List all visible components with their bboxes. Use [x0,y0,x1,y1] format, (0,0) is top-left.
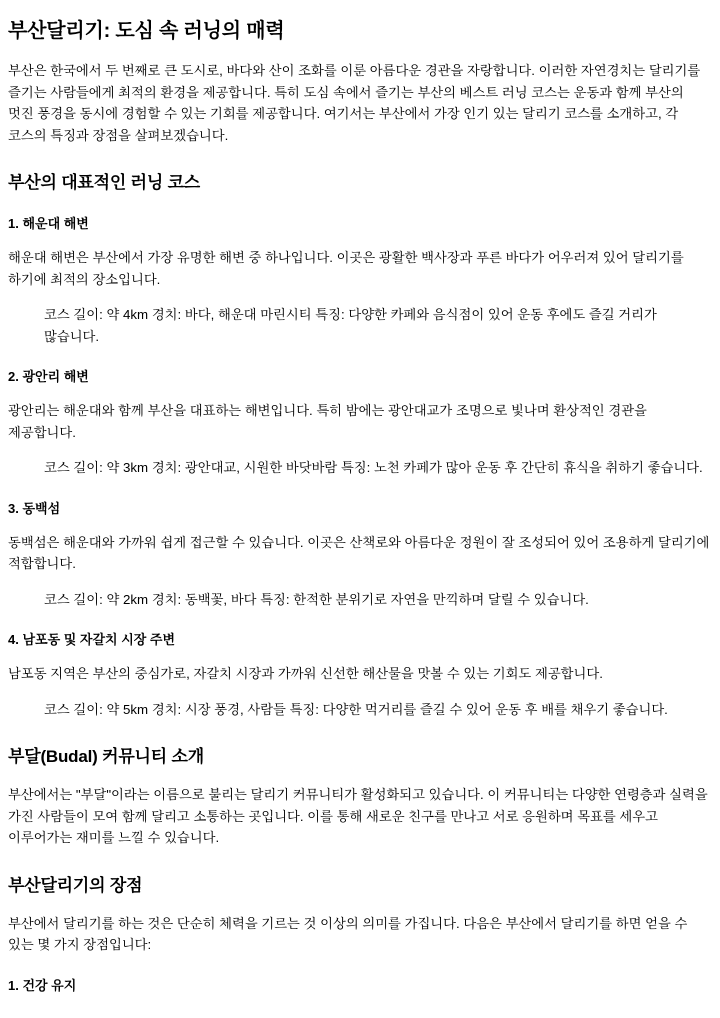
course-name-1: 1. 해운대 해변 [8,216,89,232]
section-heading-community: 부달(Budal) 커뮤니티 소개 [8,747,204,767]
benefits-intro-paragraph: 부산에서 달리기를 하는 것은 단순히 체력을 기르는 것 이상의 의미를 가집니다. 다음은 부산에서 달리기를 하면 얻을 수 있는 몇 가지 장점입니다: [8,915,688,953]
section-heading-courses: 부산의 대표적인 러닝 코스 [8,173,201,193]
course-name-4: 4. 남포동 및 자갈치 시장 주변 [8,632,176,648]
page-title: 부산달리기: 도심 속 러닝의 매력 [8,20,285,42]
course-description-4: 남포동 지역은 부산의 중심가로, 자갈치 시장과 가까워 신선한 해산물을 맛볼 수 있는 기회도 제공합니다. [8,666,603,682]
intro-paragraph: 부산은 한국에서 두 번째로 큰 도시로, 바다와 산이 조화를 이룬 아름다운 경관을 자랑합니다. 이러한 자연경치는 달리기를 즐기는 사람들에게 최적의 환경을 제공합니다. 특히 도심 속에서 즐기는 부산의 베스트 러닝 코스는 운동과 함께 부산의 멋진 풍경을 동시에 경험할 수 있는 기회를 제공합니다. 여기서는 부산에서 가장 인기 있는 달리기 코스를 소개하고, 각 코스의 특징과 장점을 살펴보겠습니다. [8,63,701,143]
course-description-2: 광안리는 해운대와 함께 부산을 대표하는 해변입니다. 특히 밤에는 광안대교가 조명으로 빛나며 환상적인 경관을 제공합니다. [8,403,647,440]
course-details-2: 코스 길이: 약 3km 경치: 광안대교, 시원한 바닷바람 특징: 노천 카페가 많아 운동 후 간단히 휴식을 취하기 좋습니다. [44,460,703,476]
course-details-4: 코스 길이: 약 5km 경치: 시장 풍경, 사람들 특징: 다양한 먹거리를 즐길 수 있어 운동 후 배를 채우기 좋습니다. [44,701,668,717]
community-paragraph: 부산에서는 "부달"이라는 이름으로 불리는 달리기 커뮤니티가 활성화되고 있습니다. 이 커뮤니티는 다양한 연령층과 실력을 가진 사람들이 모여 함께 달리고 소통하는 곳입니다. 이를 통해 새로운 친구를 만나고 서로 응원하며 목표를 세우고 이루어가는 재미를 느낄 수 있습니다. [8,787,708,846]
course-name-3: 3. 동백섬 [8,500,61,516]
course-description-3: 동백섬은 해운대와 가까워 쉽게 접근할 수 있습니다. 이곳은 산책로와 아름다운 정원이 잘 조성되어 있어 조용하게 달리기에 적합합니다. [8,534,710,572]
course-description-1: 해운대 해변은 부산에서 가장 유명한 해변 중 하나입니다. 이곳은 광활한 백사장과 푸른 바다가 어우러져 있어 달리기를 하기에 최적의 장소입니다. [8,250,684,287]
course-details-1: 코스 길이: 약 4km 경치: 바다, 해운대 마린시티 특징: 다양한 카페와 음식점이 있어 운동 후에도 즐길 거리가 많습니다. [44,307,657,344]
course-details-3: 코스 길이: 약 2km 경치: 동백꽃, 바다 특징: 한적한 분위기로 자연을 만끽하며 달릴 수 있습니다. [44,591,589,607]
course-name-2: 2. 광안리 해변 [8,369,89,385]
benefit-name-1: 1. 건강 유지 [8,978,77,993]
section-heading-benefits: 부산달리기의 장점 [8,875,143,895]
